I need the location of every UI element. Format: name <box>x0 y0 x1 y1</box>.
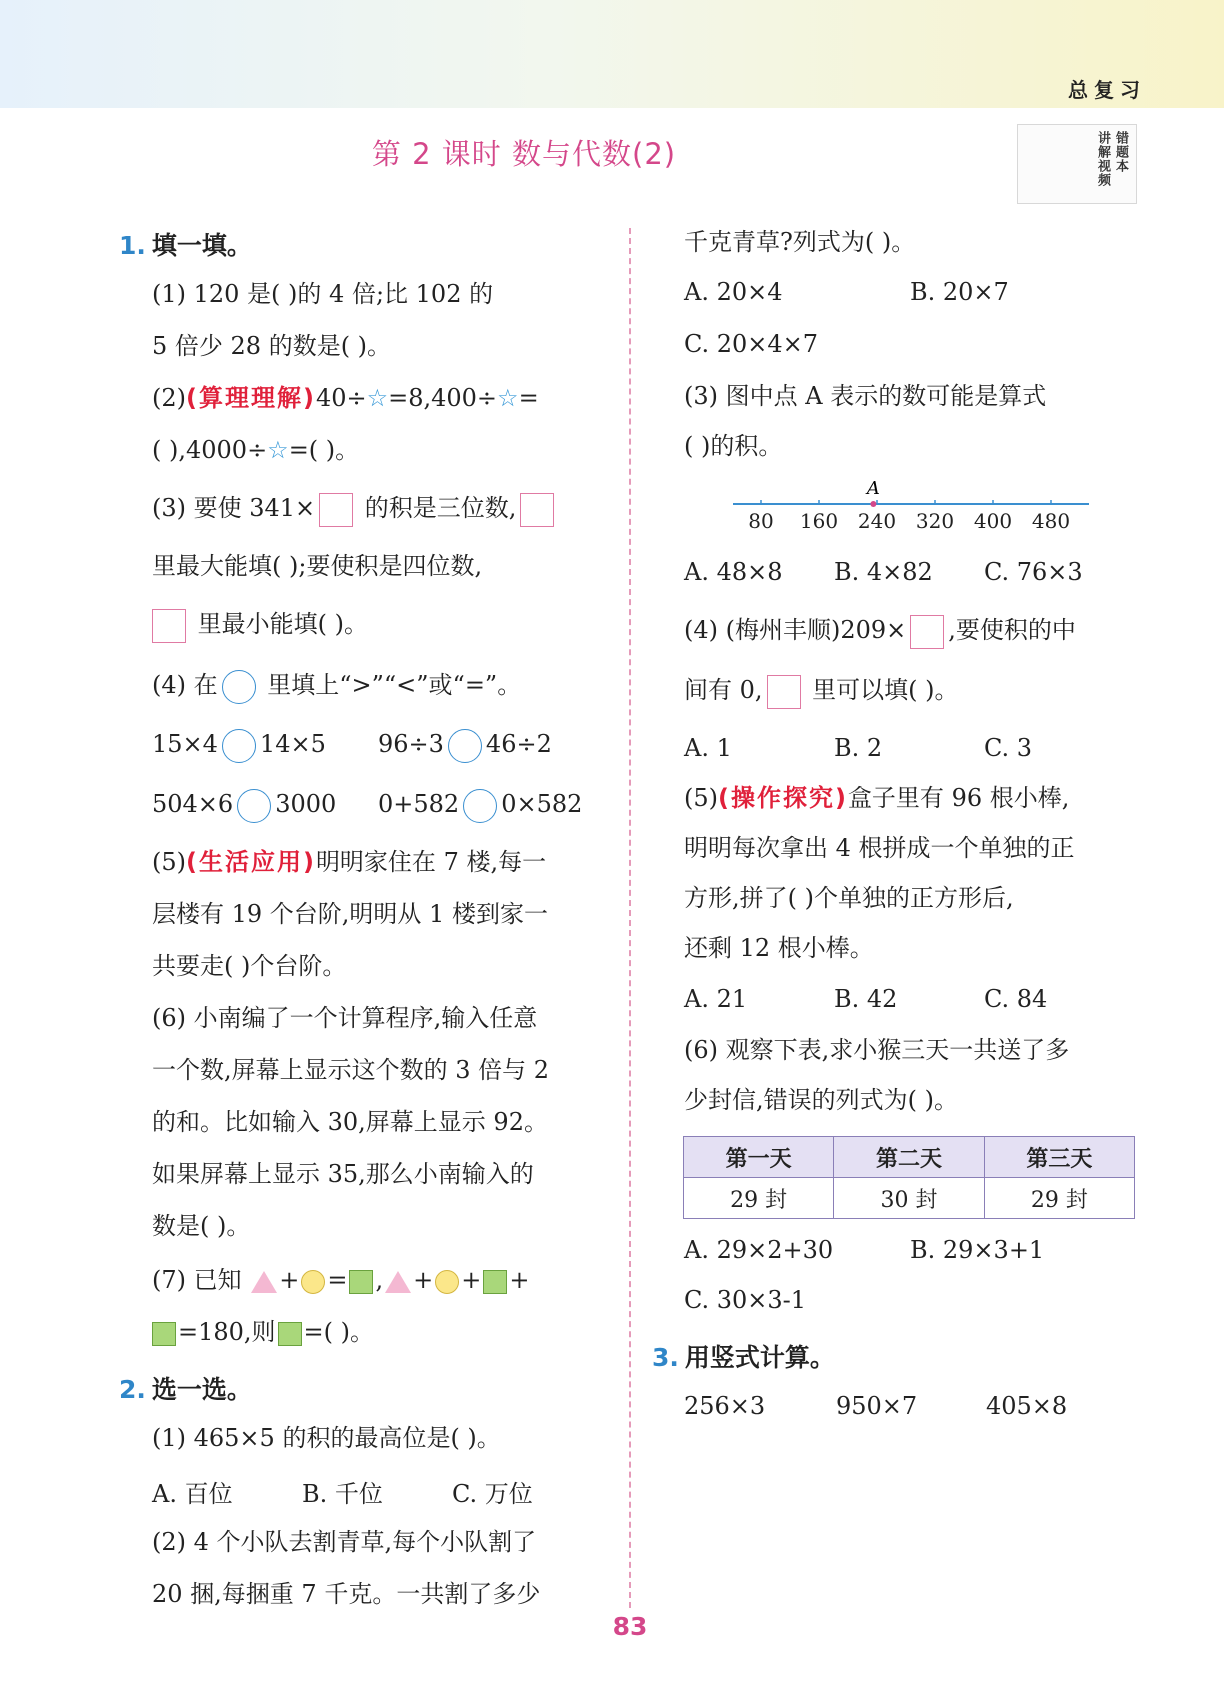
q2-6-option-b[interactable]: B. 29×3+1 <box>910 1236 1045 1264</box>
q2-title: 选一选。 <box>151 1375 252 1404</box>
q1-6-line5: 数是( )。 <box>152 1212 251 1240</box>
q1-5-line1 <box>152 846 546 878</box>
q2-2-line1: (2) 4 个小队去割青草,每个小队割了 <box>152 1528 537 1556</box>
q2-4-option-c[interactable]: C. 3 <box>984 734 1033 762</box>
q3-title: 用竖式计算。 <box>684 1343 835 1372</box>
q1-2-text-c: = <box>518 384 539 412</box>
q2-3-option-a[interactable]: A. 48×8 <box>684 558 783 586</box>
number-line <box>733 480 1093 538</box>
compare-left-2: 96÷3 <box>378 730 444 758</box>
q2-heading <box>119 1370 252 1406</box>
point-a-label: A <box>866 480 880 499</box>
compare-right-4: 0×582 <box>501 790 583 818</box>
q1-6-line1: (6) 小南编了一个计算程序,输入任意 <box>152 1004 538 1032</box>
q2-6-line1: (6) 观察下表,求小猴三天一共送了多 <box>684 1036 1070 1064</box>
square-icon <box>483 1270 507 1294</box>
q2-4-line1 <box>684 614 1076 649</box>
q1-1-line1: (1) 120 是( )的 4 倍;比 102 的 <box>152 280 494 308</box>
q2-6-option-a[interactable]: A. 29×2+30 <box>684 1236 834 1264</box>
q1-6-line3: 的和。比如输入 30,屏幕上显示 92。 <box>152 1108 548 1136</box>
compare-circle[interactable] <box>463 789 497 823</box>
equals-sign: = <box>327 1266 348 1294</box>
compare-right-2: 46÷2 <box>485 730 552 758</box>
q2-4-text-a: (4) (梅州丰顺)209× <box>684 616 907 644</box>
q1-2-text-b: =8,400÷ <box>388 384 498 412</box>
q2-5-line1 <box>684 782 1069 814</box>
compare-row-2 <box>152 788 336 823</box>
q2-4-text-d: 里可以填( )。 <box>804 676 959 704</box>
plus-sign: + <box>279 1266 300 1294</box>
square-icon <box>278 1322 302 1346</box>
q1-4-text-b: 里填上“>”“<”或“=”。 <box>259 671 522 699</box>
qr-label-video: 讲解视频 <box>1095 131 1110 187</box>
q2-6-option-c[interactable]: C. 30×3-1 <box>684 1286 807 1314</box>
tag-operation-explore: (操作探究) <box>718 784 848 812</box>
number-line-tick-label: 400 <box>973 509 1013 533</box>
compare-row-1 <box>152 728 326 763</box>
table-header-day1: 第一天 <box>684 1137 834 1178</box>
q1-6-line2: 一个数,屏幕上显示这个数的 3 倍与 2 <box>152 1056 550 1084</box>
q1-7-text-a: (7) 已知 <box>152 1266 242 1294</box>
section-label: 总复习 <box>1068 78 1146 102</box>
q1-5-line3: 共要走( )个台阶。 <box>152 952 347 980</box>
q2-5-option-c[interactable]: C. 84 <box>984 985 1048 1013</box>
q2-2-option-a[interactable]: A. 20×4 <box>684 278 783 306</box>
compare-circle[interactable] <box>222 729 256 763</box>
compare-circle[interactable] <box>237 789 271 823</box>
q1-number: 1. <box>119 231 146 260</box>
q1-3-text-c: 里最小能填( )。 <box>190 610 368 638</box>
q1-2-line1 <box>152 382 539 414</box>
q1-4-text-a: (4) 在 <box>152 671 218 699</box>
triangle-icon <box>385 1271 411 1293</box>
qr-label-error-book: 错题本 <box>1113 131 1128 173</box>
compare-left-1: 15×4 <box>152 730 218 758</box>
q1-3-line2: 里最大能填( );要使积是四位数, <box>152 552 483 580</box>
q2-3-line1: (3) 图中点 A 表示的数可能是算式 <box>684 382 1047 410</box>
header-band <box>0 0 1224 108</box>
q1-2-text-d: ( ),4000÷ <box>152 436 268 464</box>
plus-sign: + <box>509 1266 530 1294</box>
q2-2-line3: 千克青草?列式为( )。 <box>684 228 916 256</box>
compare-row-1b <box>378 728 552 763</box>
answer-box[interactable] <box>319 493 353 527</box>
q2-4-text-c: 间有 0, <box>684 676 763 704</box>
compare-right-3: 3000 <box>275 790 337 818</box>
q2-1-option-b[interactable]: B. 千位 <box>302 1480 383 1508</box>
q2-number: 2. <box>119 1375 146 1404</box>
plus-sign: + <box>461 1266 482 1294</box>
q2-3-option-c[interactable]: C. 76×3 <box>984 558 1083 586</box>
q1-3-line3 <box>152 608 368 643</box>
q2-3-option-b[interactable]: B. 4×82 <box>834 558 933 586</box>
star-icon: ☆ <box>497 384 519 412</box>
answer-box[interactable] <box>767 675 801 709</box>
compare-left-4: 0+582 <box>378 790 460 818</box>
q3-expr-2: 950×7 <box>836 1392 918 1420</box>
q1-7-text-b: =180,则 <box>178 1318 276 1346</box>
q2-5-option-b[interactable]: B. 42 <box>834 985 898 1013</box>
triangle-icon <box>251 1271 277 1293</box>
q3-heading <box>652 1338 835 1374</box>
column-divider <box>629 228 631 1608</box>
q1-2-text-e: =( )。 <box>288 436 360 464</box>
q2-5-num: (5) <box>684 784 718 812</box>
compare-left-3: 504×6 <box>152 790 234 818</box>
q1-2-num: (2) <box>152 384 186 412</box>
table-header-day2: 第二天 <box>834 1137 984 1178</box>
q1-1-line2: 5 倍少 28 的数是( )。 <box>152 332 392 360</box>
tag-life-application: (生活应用) <box>186 848 316 876</box>
table-header-day3: 第三天 <box>984 1137 1134 1178</box>
q3-number: 3. <box>652 1343 679 1372</box>
q1-3-line1 <box>152 492 558 527</box>
answer-box[interactable] <box>910 615 944 649</box>
number-line-tick-label: 240 <box>857 509 897 533</box>
q2-2-line2: 20 捆,每捆重 7 千克。一共割了多少 <box>152 1580 541 1608</box>
q1-2-line2 <box>152 434 359 466</box>
q2-1-option-a[interactable]: A. 百位 <box>152 1480 233 1508</box>
q2-2-option-c[interactable]: C. 20×4×7 <box>684 330 819 358</box>
compare-row-2b <box>378 788 582 823</box>
star-icon: ☆ <box>267 436 289 464</box>
table-cell-day1: 29 封 <box>684 1178 834 1219</box>
star-icon: ☆ <box>366 384 389 412</box>
q1-3-text-b: 的积是三位数, <box>357 494 517 522</box>
q1-7-line2 <box>152 1316 374 1348</box>
plus-sign: + <box>413 1266 434 1294</box>
q1-5-text: 明明家住在 7 楼,每一 <box>315 848 547 876</box>
q1-3-text-a: (3) 要使 341× <box>152 494 316 522</box>
letters-table <box>683 1136 1135 1219</box>
q2-4-option-a[interactable]: A. 1 <box>684 734 732 762</box>
q2-4-option-b[interactable]: B. 2 <box>834 734 883 762</box>
q1-5-num: (5) <box>152 848 186 876</box>
lesson-title: 第 2 课时 数与代数(2) <box>371 137 677 171</box>
q2-4-text-b: ,要使积的中 <box>948 616 1076 644</box>
square-icon <box>152 1322 176 1346</box>
number-line-tick-label: 480 <box>1031 509 1071 533</box>
q2-5-line3: 方形,拼了( )个单独的正方形后, <box>684 884 1014 912</box>
answer-box[interactable] <box>152 609 186 643</box>
qr-code-box[interactable] <box>1017 124 1137 204</box>
q2-5-line4: 还剩 12 根小棒。 <box>684 934 874 962</box>
q2-6-line2: 少封信,错误的列式为( )。 <box>684 1086 958 1114</box>
q1-4-line1 <box>152 669 521 704</box>
number-line-tick-label: 320 <box>915 509 955 533</box>
q2-1-line: (1) 465×5 的积的最高位是( )。 <box>152 1424 501 1452</box>
q1-7-text-c: =( )。 <box>303 1318 375 1346</box>
circle-icon <box>435 1270 459 1294</box>
answer-box[interactable] <box>520 493 554 527</box>
compare-right-1: 14×5 <box>259 730 326 758</box>
q1-7-line1 <box>152 1264 529 1296</box>
q1-2-text-a: 40÷ <box>315 384 367 412</box>
q1-6-line4: 如果屏幕上显示 35,那么小南输入的 <box>152 1160 534 1188</box>
tag-reasoning: (算理理解) <box>186 384 316 412</box>
q2-5-option-a[interactable]: A. 21 <box>684 985 748 1013</box>
q2-5-line2: 明明每次拿出 4 根拼成一个单独的正 <box>684 834 1075 862</box>
q1-5-line2: 层楼有 19 个台阶,明明从 1 楼到家一 <box>152 900 548 928</box>
compare-circle[interactable] <box>448 729 482 763</box>
square-icon <box>349 1270 373 1294</box>
table-cell-day2: 30 封 <box>834 1178 984 1219</box>
comma: , <box>375 1266 384 1294</box>
q2-2-option-b[interactable]: B. 20×7 <box>910 278 1009 306</box>
number-line-tick-label: 160 <box>799 509 839 533</box>
q1-title: 填一填。 <box>151 231 252 260</box>
q2-1-option-c[interactable]: C. 万位 <box>452 1480 533 1508</box>
q2-3-line2: ( )的积。 <box>684 432 783 460</box>
q2-4-line2 <box>684 674 959 709</box>
q1-heading <box>119 226 252 262</box>
q3-expr-3: 405×8 <box>986 1392 1068 1420</box>
q2-5-text: 盒子里有 96 根小棒, <box>847 784 1070 812</box>
circle-icon <box>301 1270 325 1294</box>
compare-circle <box>222 670 256 704</box>
q3-expr-1: 256×3 <box>684 1392 766 1420</box>
point-a-marker <box>870 501 876 507</box>
number-line-tick-label: 80 <box>748 509 774 533</box>
table-cell-day3: 29 封 <box>984 1178 1134 1219</box>
page-number: 83 <box>612 1612 648 1641</box>
